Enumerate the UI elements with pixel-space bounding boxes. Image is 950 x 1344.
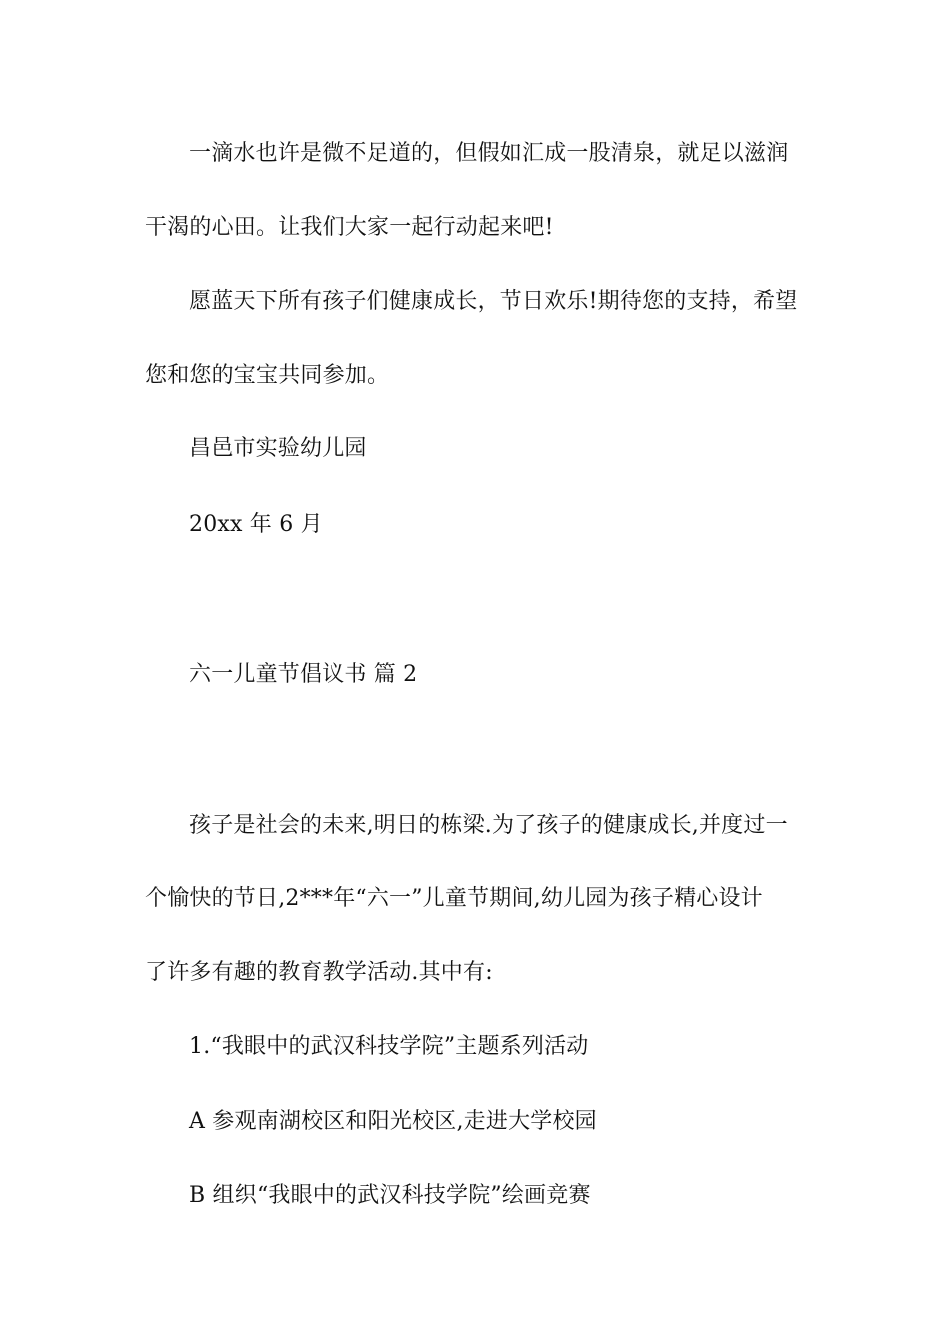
list-item: A 参观南湖校区和阳光校区,走进大学校园 <box>189 1109 597 1134</box>
list-item: 1.“我眼中的武汉科技学院”主题系列活动 <box>189 1034 589 1059</box>
paragraph-line: 您和您的宝宝共同参加。 <box>145 363 390 388</box>
document-date: 20xx 年 6 月 <box>189 512 323 537</box>
paragraph-line: 了许多有趣的教育教学活动.其中有: <box>145 960 493 985</box>
paragraph-line: 一滴水也许是微不足道的，但假如汇成一股清泉，就足以滋润 <box>189 141 789 166</box>
paragraph-line: 个愉快的节日,2***年“六一”儿童节期间,幼儿园为孩子精心设计 <box>145 886 763 911</box>
paragraph-line: 愿蓝天下所有孩子们健康成长，节日欢乐!期待您的支持，希望 <box>189 289 798 314</box>
paragraph-line: 孩子是社会的未来,明日的栋梁.为了孩子的健康成长,并度过一 <box>189 813 788 838</box>
section-title: 六一儿童节倡议书 篇 2 <box>189 662 418 687</box>
organization-name: 昌邑市实验幼儿园 <box>189 436 367 461</box>
paragraph-line: 干渴的心田。让我们大家一起行动起来吧! <box>145 215 554 240</box>
list-item: B 组织“我眼中的武汉科技学院”绘画竞赛 <box>189 1183 591 1208</box>
